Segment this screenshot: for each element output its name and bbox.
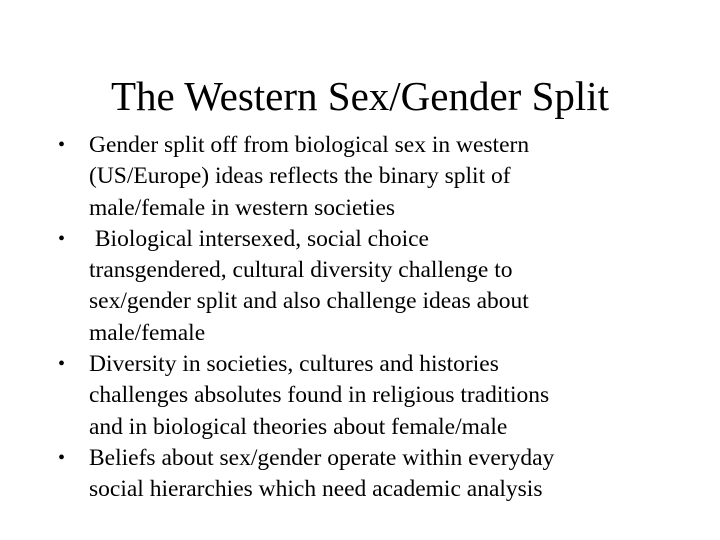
bullet-text-line: transgendered, cultural diversity challenge to [89,257,513,284]
bullet-item-2 [55,224,665,349]
bullet-text-line: sex/gender split and also challenge ideas about [89,288,529,315]
slide-title: The Western Sex/Gender Split [110,73,610,119]
bullet-text-line: Gender split off from biological sex in western [89,132,530,158]
bullet-icon: • [58,134,66,156]
bullet-icon: • [58,227,66,250]
bullet-text-line: (US/Europe) ideas reflects the binary split of [89,163,511,190]
bullet-item-1 [55,130,665,224]
bullet-text-line: social hierarchies which need academic analysis [89,476,543,503]
bullet-icon: • [58,446,66,469]
bullet-list [55,130,665,506]
bullet-text-line: male/female in western societies [89,194,396,221]
bullet-text-line: challenges absolutes found in religious traditions [89,382,550,409]
bullet-text-line: Biological intersexed, social choice [89,225,429,252]
bullet-text-line: and in biological theories about female/male [89,413,508,440]
bullet-icon: • [58,353,66,376]
bullet-text-line: Diversity in societies, cultures and histories [89,351,499,378]
bullet-text-line: male/female [89,319,206,346]
bullet-text-line: Beliefs about sex/gender operate within everyday [89,444,555,471]
bullet-item-3 [55,349,665,443]
bullet-item-4 [55,443,665,506]
